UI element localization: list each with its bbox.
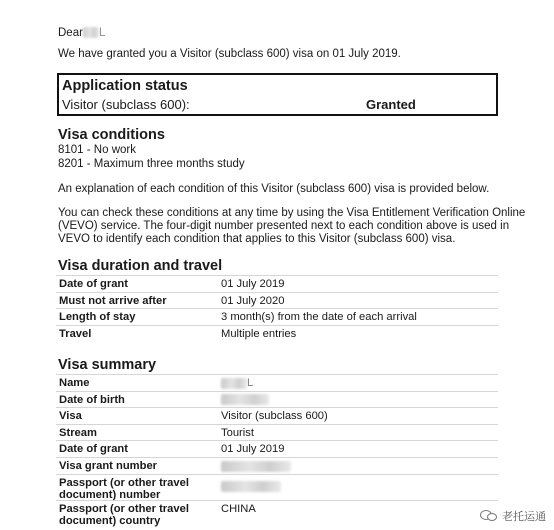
row-label-line: document) country bbox=[59, 514, 161, 527]
row-value: CHINA bbox=[221, 502, 256, 515]
table-row bbox=[56, 391, 498, 408]
redacted-grant-number bbox=[221, 461, 291, 472]
watermark-text: 老托运通 bbox=[502, 511, 546, 523]
table-row bbox=[56, 325, 498, 342]
table-row bbox=[56, 407, 498, 424]
row-label: Date of grant bbox=[59, 278, 128, 290]
row-label: Length of stay bbox=[59, 311, 136, 324]
row-label: Visa bbox=[59, 410, 82, 423]
row-label: Visa grant number bbox=[59, 459, 158, 472]
vevo-paragraph-line: You can check these conditions at any time by using the Visa Entitlement Verification Online bbox=[58, 207, 526, 219]
row-label: Name bbox=[59, 377, 90, 389]
redacted-passport-number bbox=[221, 481, 281, 492]
row-value: Multiple entries bbox=[221, 327, 297, 340]
row-label: Stream bbox=[59, 426, 97, 439]
table-row bbox=[56, 292, 498, 309]
table-row bbox=[56, 440, 498, 457]
row-label-line: Passport (or other travel bbox=[59, 476, 189, 489]
row-value bbox=[221, 481, 281, 493]
row-label: Must not arrive after bbox=[59, 294, 167, 307]
row-value: 01 July 2020 bbox=[221, 294, 285, 307]
greeting bbox=[58, 26, 105, 40]
application-status-value: Granted bbox=[366, 97, 416, 112]
table-row bbox=[56, 500, 498, 526]
redacted-dob bbox=[221, 394, 269, 405]
summary-table bbox=[56, 374, 498, 526]
table-row bbox=[56, 275, 498, 292]
name-initial: L bbox=[247, 377, 254, 389]
row-value: Visitor (subclass 600) bbox=[221, 410, 328, 423]
table-row bbox=[56, 457, 498, 474]
greeting-initial: L bbox=[98, 27, 106, 39]
vevo-paragraph-line: VEVO to identify each condition that applies to this Visitor (subclass 600) visa. bbox=[58, 233, 456, 245]
row-label-line: document) number bbox=[59, 488, 161, 501]
table-row bbox=[56, 374, 498, 391]
summary-heading: Visa summary bbox=[58, 357, 157, 373]
row-value: 01 July 2019 bbox=[221, 278, 285, 290]
application-status-title: Application status bbox=[62, 78, 188, 94]
conditions-explanation: An explanation of each condition of this Visitor (subclass 600) visa is provided below. bbox=[58, 183, 490, 195]
condition-item: 8201 - Maximum three months study bbox=[58, 158, 245, 170]
wechat-icon bbox=[480, 508, 498, 524]
redacted-name bbox=[221, 378, 247, 389]
row-label: Date of birth bbox=[59, 393, 125, 406]
application-status-visa-type: Visitor (subclass 600): bbox=[62, 97, 190, 112]
condition-item: 8101 - No work bbox=[58, 144, 136, 156]
row-value bbox=[221, 394, 269, 406]
table-row bbox=[56, 308, 498, 325]
redacted-name bbox=[83, 27, 99, 38]
vevo-paragraph-line: (VEVO) service. The four-digit number presented next to each condition above is used in bbox=[58, 220, 510, 232]
row-label: Date of grant bbox=[59, 443, 128, 456]
row-value: Tourist bbox=[221, 426, 254, 439]
row-label bbox=[59, 503, 189, 527]
row-value: 3 month(s) from the date of each arrival bbox=[221, 311, 417, 324]
greeting-salutation: Dear bbox=[58, 27, 83, 39]
row-label: Travel bbox=[59, 327, 92, 340]
row-value bbox=[221, 377, 253, 389]
row-value bbox=[221, 460, 291, 472]
duration-heading: Visa duration and travel bbox=[58, 258, 223, 274]
row-value: 01 July 2019 bbox=[221, 443, 285, 456]
row-label-line: Passport (or other travel bbox=[59, 502, 189, 515]
visa-conditions-heading: Visa conditions bbox=[58, 127, 165, 143]
row-label bbox=[59, 477, 189, 501]
intro-text: We have granted you a Visitor (subclass 600) visa on 01 July 2019. bbox=[58, 48, 401, 60]
watermark bbox=[480, 508, 546, 524]
table-row bbox=[56, 424, 498, 441]
table-row bbox=[56, 474, 498, 500]
duration-table bbox=[56, 275, 498, 341]
application-status-box bbox=[57, 73, 498, 116]
